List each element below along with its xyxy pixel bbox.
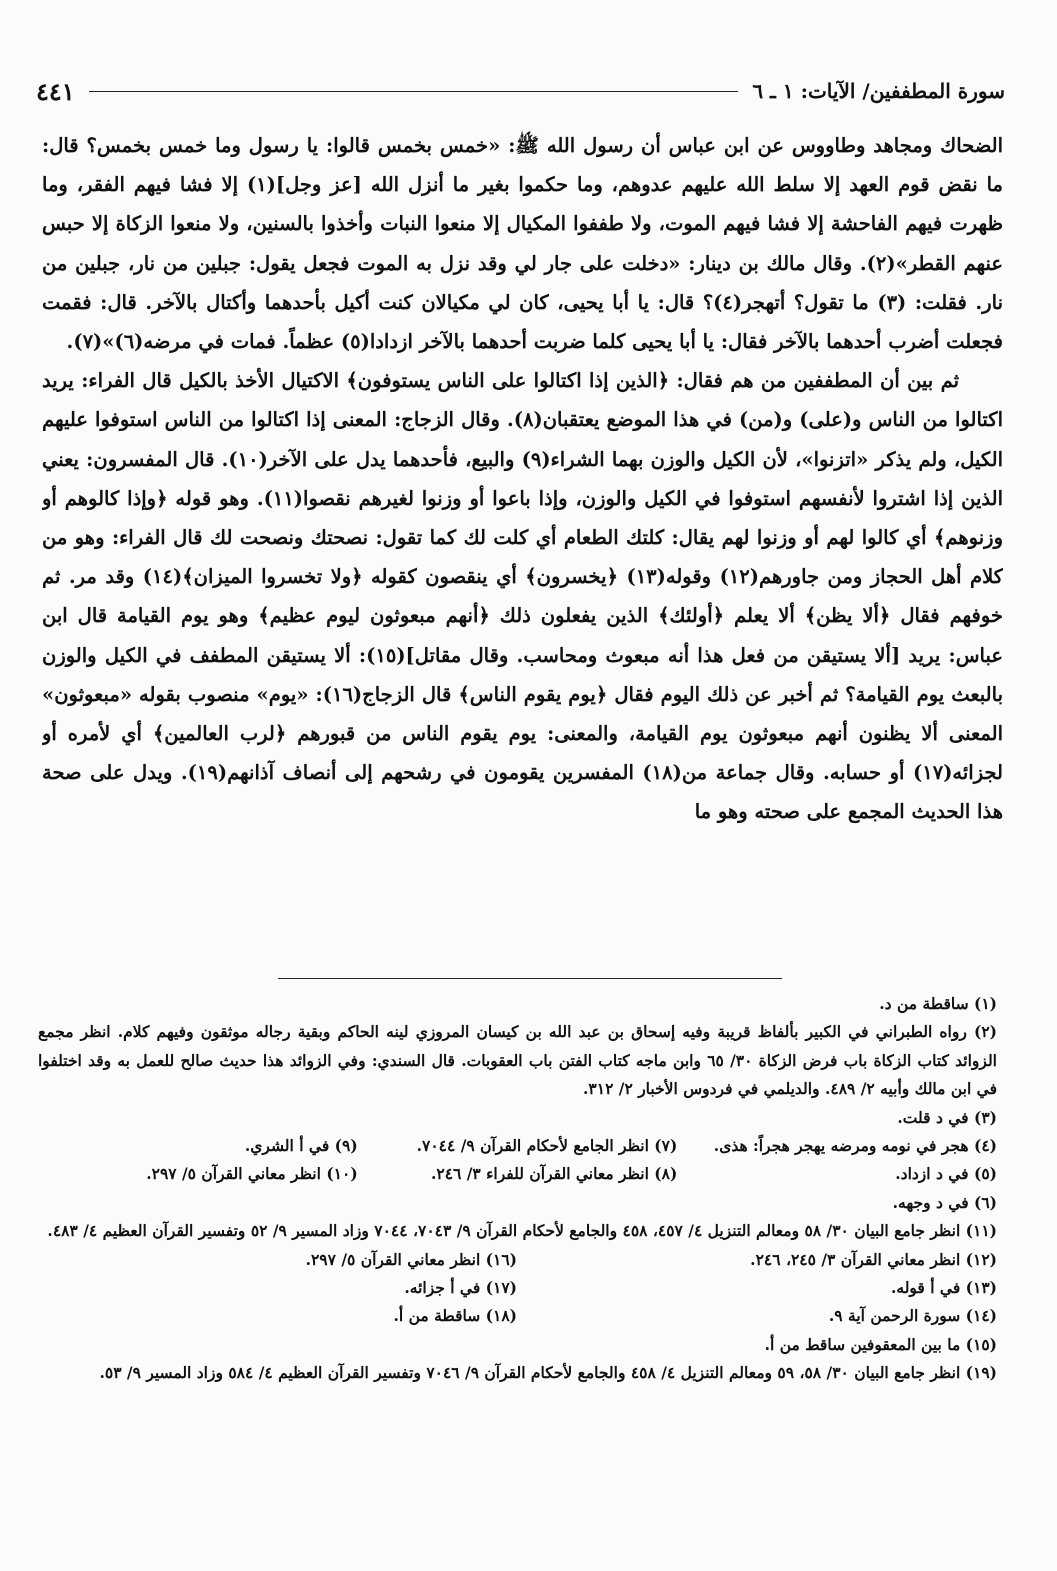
footnote-11: (١١) انظر جامع البيان ٣٠/ ٥٨ ومعالم التنزيل ٤/ ٤٥٧، ٤٥٨ والجامع لأحكام القرآن ٩/ ٧٠٤٣، ٧٠٤٤ وزاد المسير ٩/ ٥٢ وتفسير القرآن العظيم ٤/ ٤٨٣. [47, 1221, 997, 1241]
footnote-19: (١٩) انظر جامع البيان ٣٠/ ٥٨، ٥٩ ومعالم التنزيل ٤/ ٤٥٨ والجامع لأحكام القرآن ٩/ ٧٠٤٦ وتفسير القرآن العظيم ٤/ ٥٨٤ وزاد المسير ٩/ ٥٣. [99, 1363, 997, 1383]
footnote-row-6 [38, 1189, 997, 1217]
main-text [42, 126, 1003, 952]
footnote-12: (١٢) انظر معاني القرآن ٣/ ٢٤٥، ٢٤٦. [750, 1249, 997, 1269]
footnotes-16-18 [38, 1246, 517, 1360]
footnote-18: (١٨) ساقطة من أ. [393, 1306, 517, 1326]
running-header [36, 68, 1005, 114]
footnote-4: (٤) هجر في نومه ومرضه يهجر هجراً: هذى. [713, 1136, 997, 1156]
paragraph-2: ثم بين أن المطففين من هم فقال: ﴿الذين إذا اكتالوا على الناس يستوفون﴾ الاكتيال الأخذ بالكيل قال الفراء: يريد اكتالوا من الناس و(على) و(من) في هذا الموضع يعتقبان(٨). وقال الزجاج: المعنى إذا اكتالوا من الناس استوفوا عليهم الكيل، ولم يذكر «اتزنوا»، لأن الكيل والوزن بهما الشراء(٩) والبيع، فأحدهما يدل على الآخر(١٠). قال المفسرون: يعني الذين إذا اشتروا لأنفسهم استوفوا في الكيل والوزن، وإذا باعوا أو وزنوا لغيرهم نقصوا(١١). وهو قوله ﴿وإذا كالوهم أو وزنوهم﴾ أي كالوا لهم أو وزنوا لهم يقال: كلتك الطعام أي كلت لك كما تقول: نصحتك ونصحت لك قال الفراء: وهو من كلام أهل الحجاز ومن جاورهم(١٢) وقوله(١٣) ﴿يخسرون﴾ أي ينقصون كقوله ﴿ولا تخسروا الميزان﴾(١٤) وقد مر. ثم خوفهم فقال ﴿ألا يظن﴾ ألا يعلم ﴿أولئك﴾ الذين يفعلون ذلك ﴿أنهم مبعوثون ليوم عظيم﴾ وهو يوم القيامة قال ابن عباس: يريد [ألا يستيقن من فعل هذا أنه مبعوث ومحاسب. وقال مقاتل](١٥): ألا يستيقن المطفف في الكيل والوزن بالبعث يوم القيامة؟ ثم أخبر عن ذلك اليوم فقال ﴿يوم يقوم الناس﴾ قال الزجاج(١٦): «يوم» منصوب بقوله «مبعوثون» المعنى ألا يظنون أنهم مبعوثون يوم القيامة، والمعنى: يوم يقوم الناس من قبورهم ﴿لرب العالمين﴾ أي لأمره أو لجزائه(١٧) أو حسابه. وقال جماعة من(١٨) المفسرين يقومون في رشحهم إلى أنصاف آذانهم(١٩). ويدل على صحة هذا الحديث المجمع على صحته وهو ما [42, 369, 1003, 824]
footnote-row-12 [38, 1246, 997, 1360]
paragraph-1: الضحاك ومجاهد وطاووس عن ابن عباس أن رسول الله ﷺ: «خمس بخمس قالوا: يا رسول وما خمس بخمس؟ قال: ما نقض قوم العهد إلا سلط الله عليهم عدوهم، وما حكموا بغير ما أنزل الله [عز وجل](١) إلا فشا فيهم الفقر، وما ظهرت فيهم الفاحشة إلا فشا فيهم الموت، ولا طففوا المكيال إلا منعوا النبات وأخذوا بالسنين، ولا منعوا الزكاة إلا حبس عنهم القطر»(٢). وقال مالك بن دينار: «دخلت على جار لي وقد نزل به الموت فجعل يقول: جبلين من نار، جبلين من نار. فقلت: (٣) ما تقول؟ أتهجر(٤)؟ قال: يا أبا يحيى، كان لي مكيالان كنت أكيل بأحدهما وأكتال بالآخر. قال: فقمت فجعلت أضرب أحدهما بالآخر فقال: يا أبا يحيى كلما ضربت أحدهما بالآخر ازدادا(٥) عظماً. فمات في مرضه(٦)»(٧). [42, 134, 1003, 354]
footnote-2: (٢) رواه الطبراني في الكبير بألفاظ قريبة وفيه إسحاق بن عبد الله بن كيسان المروزي لينه الحاكم وبقية رجاله موثقون وفيهم كلام. انظر مجمع الزوائد كتاب الزكاة باب فرض الزكاة ٣٠/ ٦٥ وابن ماجه كتاب الفتن باب العقوبات. قال السندي: وفي الزوائد هذا حديث صالح للعمل به وقد اختلفوا في ابن مالك وأبيه ٢/ ٤٨٩. والديلمي في فردوس الأخبار ٢/ ٣١٢. [38, 1022, 997, 1099]
footnote-14: (١٤) سورة الرحمن آية ٩. [828, 1306, 997, 1326]
footnote-16: (١٦) انظر معاني القرآن ٥/ ٢٩٧. [305, 1249, 517, 1269]
footnote-row-4 [38, 1132, 997, 1160]
footnote-1: (١) ساقطة من د. [879, 994, 997, 1013]
header-rule [89, 91, 739, 92]
footnotes [38, 990, 997, 1545]
footnote-7: (٧) انظر الجامع لأحكام القرآن ٩/ ٧٠٤٤. [416, 1136, 678, 1156]
page-number: ٤٤١ [36, 76, 75, 106]
footnote-13: (١٣) في أ قوله. [890, 1278, 997, 1298]
footnote-9: (٩) في أ الشري. [244, 1136, 358, 1156]
footnote-15: (١٥) ما بين المعقوفين ساقط من أ. [764, 1334, 997, 1354]
footnote-8: (٨) انظر معاني القرآن للفراء ٣/ ٢٤٦. [430, 1164, 678, 1184]
footnote-3: (٣) في د قلت. [897, 1107, 997, 1127]
footnotes-12-15 [517, 1246, 997, 1360]
footnote-row-5 [38, 1160, 997, 1188]
footnote-separator [278, 978, 782, 979]
header-title: سورة المطففين/ الآيات: ١ ـ ٦ [752, 79, 1005, 103]
footnote-6: (٦) في د وجهه. [892, 1192, 997, 1212]
footnote-17: (١٧) في أ جزائه. [404, 1278, 517, 1298]
footnote-10: (١٠) انظر معاني القرآن ٥/ ٢٩٧. [146, 1164, 358, 1184]
footnote-5: (٥) في د ازداد. [895, 1164, 997, 1184]
